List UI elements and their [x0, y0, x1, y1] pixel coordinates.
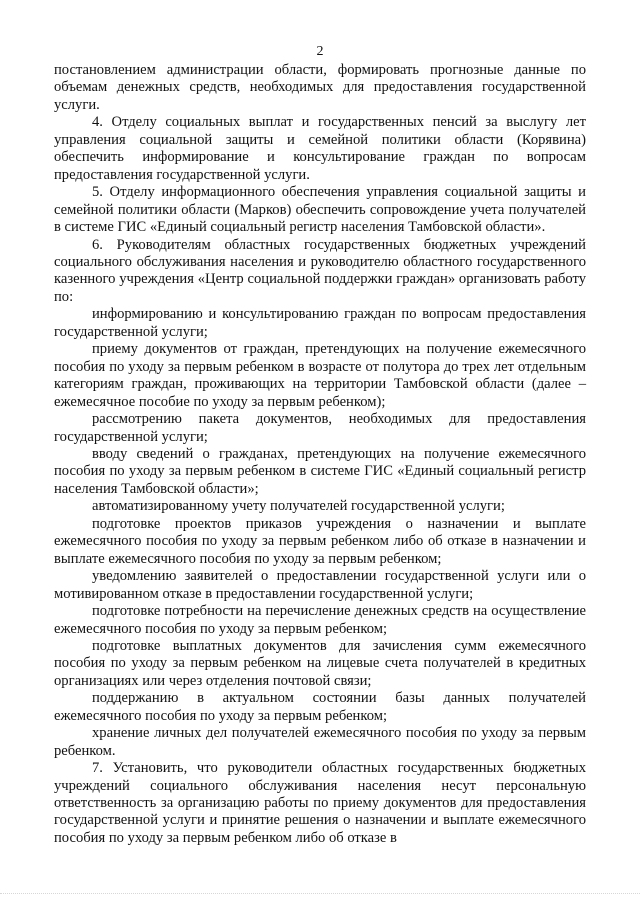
list-item: уведомлению заявителей о предоставлении государственной услуги или о мотивированном отказе в предоставлении государственной услуги;	[54, 568, 586, 602]
list-item: хранение личных дел получателей ежемесячного пособия по уходу за первым ребенком.	[54, 725, 586, 759]
paragraph-item-4: 4. Отделу социальных выплат и государственных пенсий за выслугу лет управления социальной защиты и семейной политики области (Корявина) обеспечить информирование и консультирование граждан по вопросам предоставления государственной услуги.	[54, 114, 586, 183]
list-item: подготовке потребности на перечисление денежных средств на осуществление ежемесячного пособия по уходу за первым ребенком;	[54, 603, 586, 637]
paragraph-item-6: 6. Руководителям областных государственных бюджетных учреждений социального обслуживания населения и руководителю областного государственного казенного учреждения «Центр социальной поддержки граждан» организовать работу по:	[54, 236, 586, 305]
list-item: поддержанию в актуальном состоянии базы данных получателей ежемесячного пособия по уходу за первым ребенком;	[54, 690, 586, 724]
list-item: приему документов от граждан, претендующих на получение ежемесячного пособия по уходу за первым ребенком в возрасте от полутора до трех лет отдельным категориям граждан, проживающих на территории Тамбовской области (далее – ежемесячное пособие по уходу за первым ребенком);	[54, 341, 586, 410]
list-item: рассмотрению пакета документов, необходимых для предоставления государственной услуги;	[54, 411, 586, 445]
list-item: подготовке выплатных документов для зачисления сумм ежемесячного пособия по уходу за первым ребенком на лицевые счета получателей в кредитных организациях или через отделения почтовой связи;	[54, 637, 586, 689]
paragraph-item-7: 7. Установить, что руководители областных государственных бюджетных учреждений социального обслуживания населения несут персональную ответственность за организацию работы по приему документов для предоставления государственной услуги и принятие решения о назначении и выплате ежемесячного пособия по уходу за первым ребенком либо об отказе в	[54, 760, 586, 846]
page-number: 2	[316, 44, 324, 59]
paragraph-continuation: постановлением администрации области, формировать прогнозные данные по объемам денежных средств, необходимых для предоставления государственной услуги.	[54, 62, 586, 113]
list-item: информированию и консультированию граждан по вопросам предоставления государственной услуги;	[54, 306, 586, 340]
list-item: вводу сведений о гражданах, претендующих на получение ежемесячного пособия по уходу за первым ребенком в системе ГИС «Единый социальный регистр населения Тамбовской области»;	[54, 445, 586, 497]
list-item: автоматизированному учету получателей государственной услуги;	[92, 498, 505, 515]
document-body	[54, 62, 586, 847]
paragraph-item-5: 5. Отделу информационного обеспечения управления социальной защиты и семейной политики области (Марков) обеспечить сопровождение учета получателей в системе ГИС «Единый социальный регистр населения Тамбовской области».	[54, 184, 586, 236]
footer-rule	[0, 893, 640, 894]
list-item: подготовке проектов приказов учреждения о назначении и выплате ежемесячного пособия по уходу за первым ребенком либо об отказе в назначении и выплате ежемесячного пособия по уходу за первым ребенком;	[54, 515, 586, 567]
